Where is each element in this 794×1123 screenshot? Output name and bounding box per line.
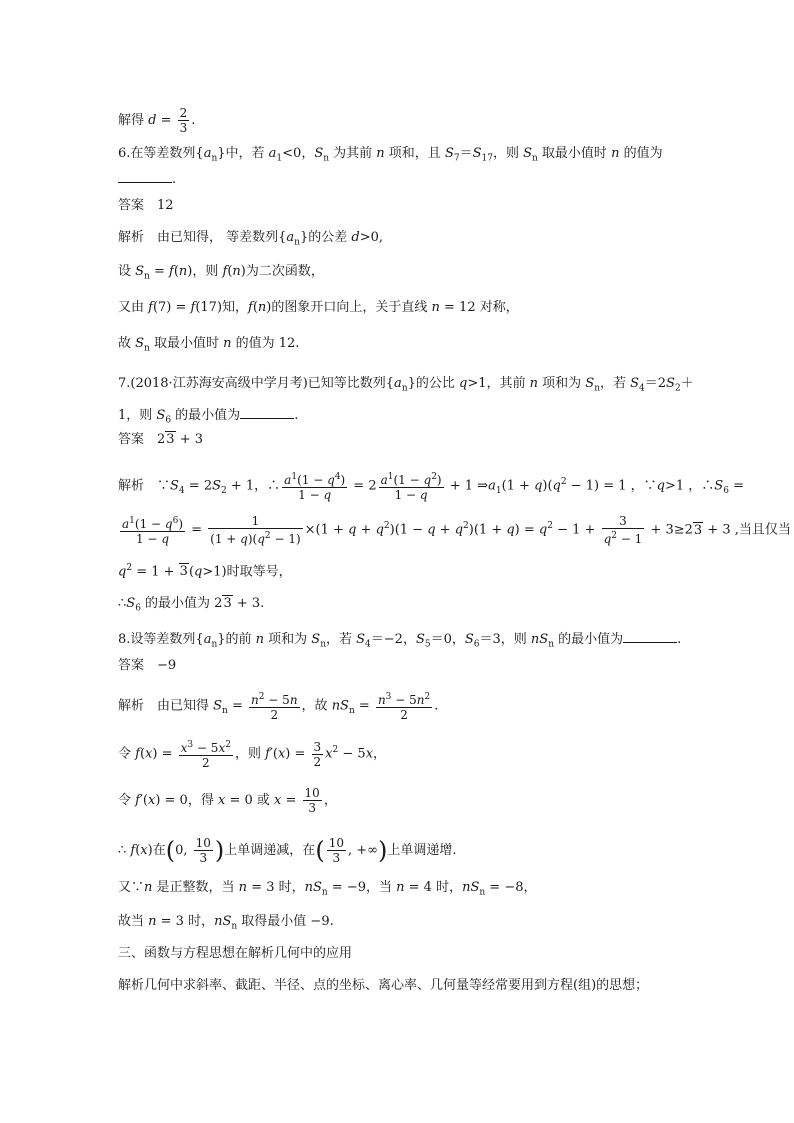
analysis-7-line4: $\therefore S_6$ 的最小值为 23 + 3. [118,596,265,614]
question-7-line2: 1，则 $S_6$ 的最小值为 . [118,408,299,426]
analysis-6-line4: 故 $S_n$ 取最小值时 n 的值为 12. [118,336,300,354]
analysis-8-line4: ∴ f(x)在(0, $\frac{10}{3}$ )上单调递减，在( $\frac{10}{3}$ , +∞)上单调递增. [118,836,457,865]
section-3-heading: 三、函数与方程思想在解析几何中的应用 [118,946,353,961]
answer-8: 答案 −9 [118,658,177,673]
analysis-7-line3: $q^2 = 1 + 3(q>1)$时取等号， [118,563,292,580]
analysis-6-line1: 解析 由已知得， 等差数列$\{a_n\}$的公差 d>0, [118,230,383,248]
answer-6: 答案 12 [118,198,174,213]
text-line: 解得 d = $\frac{2}{3}$ . [118,106,196,135]
analysis-8-line3: 令 f′(x) = 0，得 x = 0 或 x = $\frac{10}{3}$ ， [118,786,337,815]
section-3-text: 解析几何中求斜率、截距、半径、点的坐标、离心率、几何量等经常要用到方程(组)的思想； [118,978,649,993]
question-7-line1: 7.(2018·江苏海安高级中学月考)已知等比数列$\{a_n\}$的公比 q>1，其前 n 项和为 $S_n$，若 $S_4=2S_2+$ [118,376,694,394]
question-6: 6.在等差数列$\{a_n\}$中，若 $a_1<0$，$S_n$ 为其前 n 项和，且 $S_7=S_{17}$，则 $S_n$ 取最小值时 n 的值为 [118,146,663,164]
analysis-7-line2: $\frac{a^1(1 - q^6)}{1 - q}$ = $\frac{1}{(1 + q)(q^2 - 1)}$ $\times(1 + q + q^2)(1 - q + q^2)(1 + q) = q^2 - 1$ + $\frac{3}{q^2 - 1}$ + 3≥23 + 3 ,当且仅当 [122,514,791,546]
analysis-6-line3: 又由 f(7) = f(17)知，f(n)的图象开口向上，关于直线 n = 12 对称， [118,300,519,315]
analysis-7-line1: 解析 $\because S_4 = 2S_2 + 1$，∴ $\frac{a^1(1 - q^4)}{1 - q}$ = 2 $\frac{a^1(1 - q^2)}{1 - q}$ + 1 $\Rightarrow a_1(1 + q)(q^2 - 1) = 1$ ，∵q>1 ，$\therefore S_6$ = [118,472,744,502]
analysis-8-line6: 故当 n = 3 时，$nS_n$ 取得最小值 −9. [118,914,334,932]
analysis-8-line2: 令 f(x) = $\frac{x^3 - 5x^2}{2}$ ，则 f′(x) = $\frac{3}{2}$ $x^2 - 5x$， [118,739,387,770]
analysis-6-line2: 设 $S_n = f(n)$，则 f(n)为二次函数， [118,264,324,282]
answer-blank: . [118,172,176,188]
analysis-8-line5: 又∵n 是正整数，当 n = 3 时，$nS_n = -9$，当 n = 4 时，$nS_n = -8$， [118,880,537,898]
analysis-8-line1: 解析 由已知得 $S_n$ = $\frac{n^2 - 5n}{2}$ ，故 $nS_n$ = $\frac{n^3 - 5n^2}{2}$ . [118,692,439,722]
question-8: 8.设等差数列$\{a_n\}$的前 n 项和为 $S_n$，若 $S_4=-2$，$S_5=0$，$S_6=3$，则 $nS_n$ 的最小值为 . [118,632,682,650]
answer-7: 答案 23 + 3 [118,432,203,447]
